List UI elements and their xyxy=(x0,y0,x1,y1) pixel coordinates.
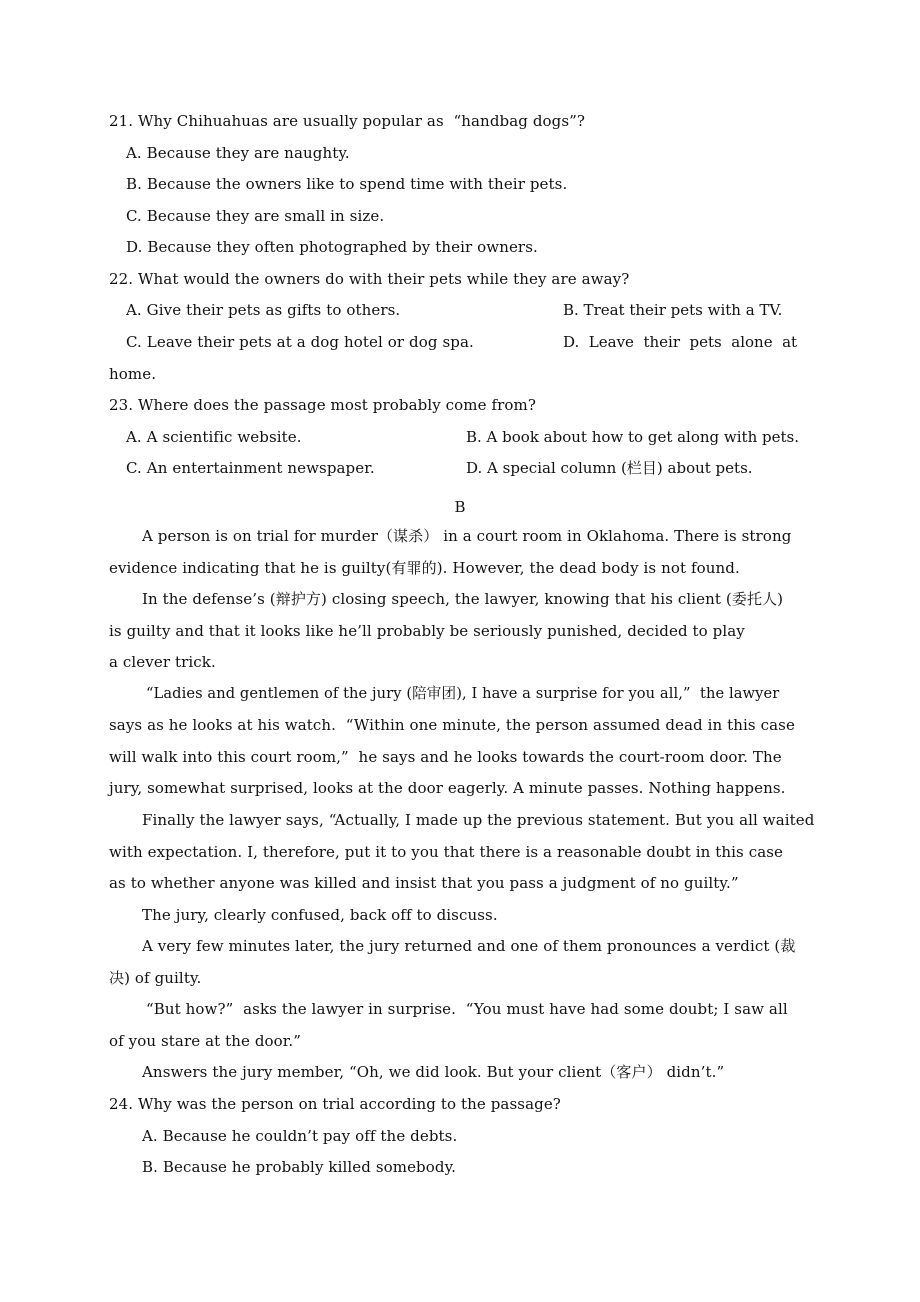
q21-stem: 21. Why Chihuahuas are usually popular as “handbag dogs”? xyxy=(109,112,586,130)
q23-option-d: D. A special column (栏目) about pets. xyxy=(466,459,753,477)
q22-option-d-continued: home. xyxy=(109,365,157,383)
q21-option-a: A. Because they are naughty. xyxy=(126,144,350,162)
q24-option-a: A. Because he couldn’t pay off the debts. xyxy=(142,1127,458,1145)
passage-line: Finally the lawyer says, “Actually, I made up the previous statement. But you all waited xyxy=(142,811,815,829)
q22-option-b: B. Treat their pets with a TV. xyxy=(563,301,783,319)
passage-line: is guilty and that it looks like he’ll probably be seriously punished, decided to play xyxy=(109,622,745,640)
passage-line: In the defense’s (辩护方) closing speech, the lawyer, knowing that his client (委托人) xyxy=(142,590,784,608)
q22-option-d: D. Leave their pets alone at xyxy=(563,333,798,351)
section-label: B xyxy=(454,498,466,516)
q23-option-a: A. A scientific website. xyxy=(126,428,302,446)
passage-line: a clever trick. xyxy=(109,653,216,671)
q23-option-b: B. A book about how to get along with pets. xyxy=(466,428,799,446)
q24-option-b: B. Because he probably killed somebody. xyxy=(142,1158,457,1176)
passage-line: of you stare at the door.” xyxy=(109,1032,302,1050)
q24-stem: 24. Why was the person on trial according to the passage? xyxy=(109,1095,561,1113)
q23-stem: 23. Where does the passage most probably come from? xyxy=(109,396,536,414)
q21-option-b: B. Because the owners like to spend time with their pets. xyxy=(126,175,568,193)
passage-line: 决) of guilty. xyxy=(109,969,202,987)
passage-line: says as he looks at his watch. “Within one minute, the person assumed dead in this case xyxy=(109,716,795,734)
passage-line: A person is on trial for murder（谋杀） in a court room in Oklahoma. There is strong xyxy=(142,527,792,545)
passage-line: “But how?” asks the lawyer in surprise. “You must have had some doubt; I saw all xyxy=(146,1000,788,1018)
passage-line: as to whether anyone was killed and insist that you pass a judgment of no guilty.” xyxy=(109,874,739,892)
passage-line: “Ladies and gentlemen of the jury (陪审团), I have a surprise for you all,” the lawyer xyxy=(146,685,780,702)
q21-option-c: C. Because they are small in size. xyxy=(126,207,385,225)
q22-option-a: A. Give their pets as gifts to others. xyxy=(126,301,401,319)
passage-line: will walk into this court room,” he says and he looks towards the court-room door. The xyxy=(109,748,782,766)
q21-option-d: D. Because they often photographed by their owners. xyxy=(126,238,538,256)
q23-option-c: C. An entertainment newspaper. xyxy=(126,459,375,477)
passage-line: Answers the jury member, “Oh, we did look. But your client（客户） didn’t.” xyxy=(142,1063,725,1081)
q22-option-c: C. Leave their pets at a dog hotel or dog spa. xyxy=(126,333,474,351)
q22-stem: 22. What would the owners do with their pets while they are away? xyxy=(109,270,630,288)
passage-line: A very few minutes later, the jury returned and one of them pronounces a verdict (裁 xyxy=(142,937,796,955)
passage-line: evidence indicating that he is guilty(有罪的). However, the dead body is not found. xyxy=(109,559,740,577)
passage-line: jury, somewhat surprised, looks at the door eagerly. A minute passes. Nothing happens. xyxy=(109,779,786,797)
passage-line: The jury, clearly confused, back off to discuss. xyxy=(142,906,498,924)
passage-line: with expectation. I, therefore, put it to you that there is a reasonable doubt in this case xyxy=(109,843,784,861)
